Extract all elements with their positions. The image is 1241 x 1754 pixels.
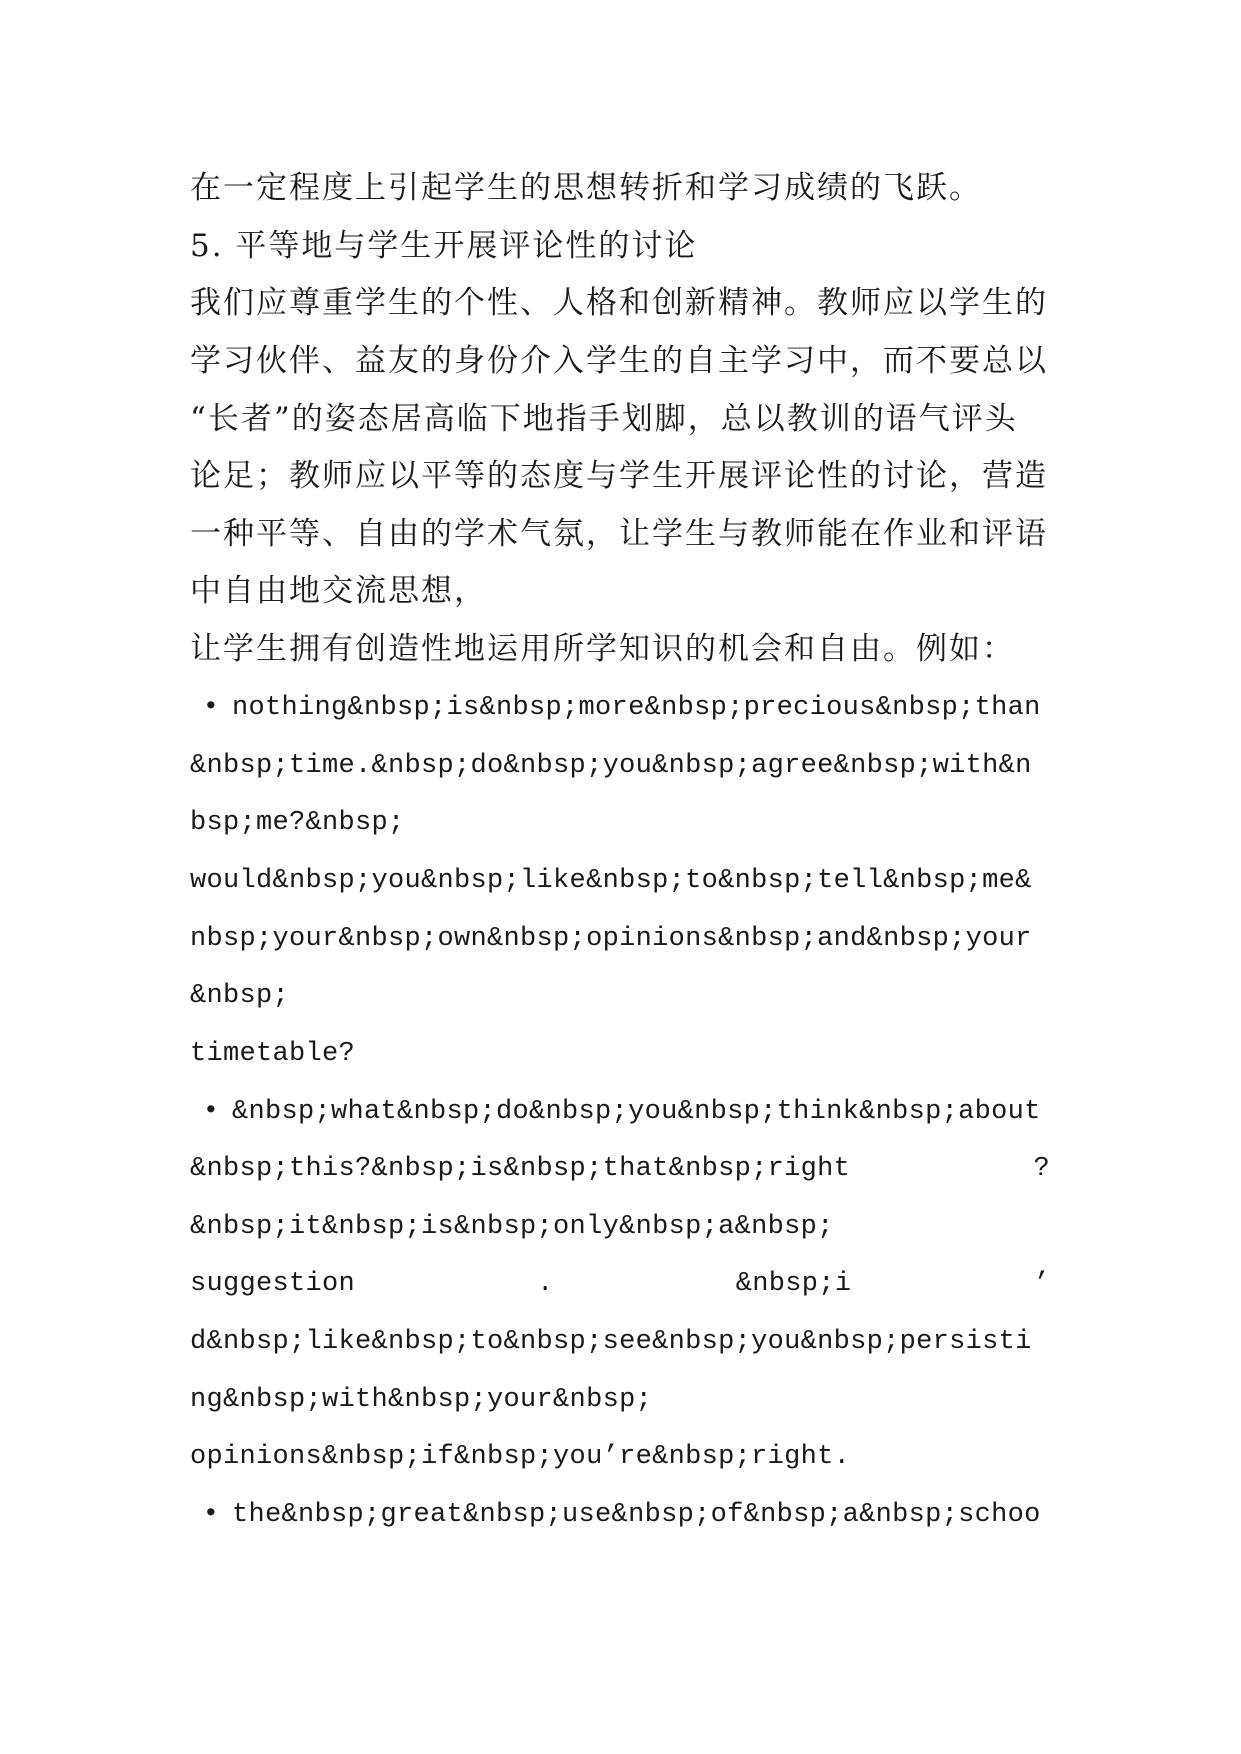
- example-text: &nbsp;this?&nbsp;is&nbsp;that&nbsp;right: [190, 1154, 851, 1184]
- example-line-14: opinions&nbsp;if&nbsp;you’re&nbsp;right.: [190, 1442, 851, 1472]
- example-line-1: [190, 688, 1050, 728]
- example-line-3: bsp;me?&nbsp;: [190, 808, 405, 838]
- bullet-2: •: [202, 1097, 220, 1127]
- text-line-7: 一种平等、自由的学术气氛，让学生与教师能在作业和评语: [190, 516, 1048, 552]
- example-line-10: &nbsp;it&nbsp;is&nbsp;only&nbsp;a&nbsp;: [190, 1212, 834, 1242]
- example-line-7: timetable?: [190, 1039, 356, 1069]
- text-line-8: 中自由地交流思想，: [190, 573, 487, 609]
- example-line-11: [190, 1264, 1050, 1304]
- example-punct: .: [537, 1269, 554, 1299]
- example-line-6: &nbsp;: [190, 981, 290, 1011]
- example-text: the&nbsp;great&nbsp;use&nbsp;of&nbsp;a&nbsp;schoo: [232, 1500, 1041, 1530]
- example-line-12: d&nbsp;like&nbsp;to&nbsp;see&nbsp;you&nbsp;persisti: [190, 1327, 1032, 1357]
- example-text: &nbsp;i: [735, 1269, 852, 1299]
- text-line-9: 让学生拥有创造性地运用所学知识的机会和自由。例如：: [190, 631, 1015, 667]
- example-line-5: nbsp;your&nbsp;own&nbsp;opinions&nbsp;and&nbsp;your: [190, 924, 1032, 954]
- text-line-3: 我们应尊重学生的个性、人格和创新精神。教师应以学生的: [190, 285, 1048, 321]
- example-line-9: [190, 1149, 1050, 1189]
- example-line-13: ng&nbsp;with&nbsp;your&nbsp;: [190, 1385, 653, 1415]
- example-text: suggestion: [190, 1269, 356, 1299]
- example-text: &nbsp;what&nbsp;do&nbsp;you&nbsp;think&nbsp;about: [232, 1097, 1041, 1127]
- example-punct: ’: [1033, 1269, 1050, 1299]
- bullet-1: •: [202, 693, 220, 723]
- example-text: nothing&nbsp;is&nbsp;more&nbsp;precious&nbsp;than: [232, 693, 1041, 723]
- example-line-8: [190, 1092, 1050, 1132]
- example-line-4: would&nbsp;you&nbsp;like&nbsp;to&nbsp;tell&nbsp;me&: [190, 866, 1032, 896]
- text-line-1: 在一定程度上引起学生的思想转折和学习成绩的飞跃。: [190, 170, 982, 206]
- text-line-4: 学习伙伴、益友的身份介入学生的自主学习中，而不要总以: [190, 343, 1048, 379]
- text-line-5: “长者”的姿态居高临下地指手划脚，总以教训的语气评头: [190, 401, 1018, 437]
- text-line-6: 论足；教师应以平等的态度与学生开展评论性的讨论，营造: [190, 458, 1048, 494]
- section-heading: 5. 平等地与学生开展评论性的讨论: [190, 228, 698, 264]
- bullet-3: •: [202, 1500, 220, 1530]
- example-line-15: [190, 1495, 1050, 1535]
- example-punct: ?: [1033, 1154, 1050, 1184]
- example-line-2: &nbsp;time.&nbsp;do&nbsp;you&nbsp;agree&nbsp;with&n: [190, 751, 1032, 781]
